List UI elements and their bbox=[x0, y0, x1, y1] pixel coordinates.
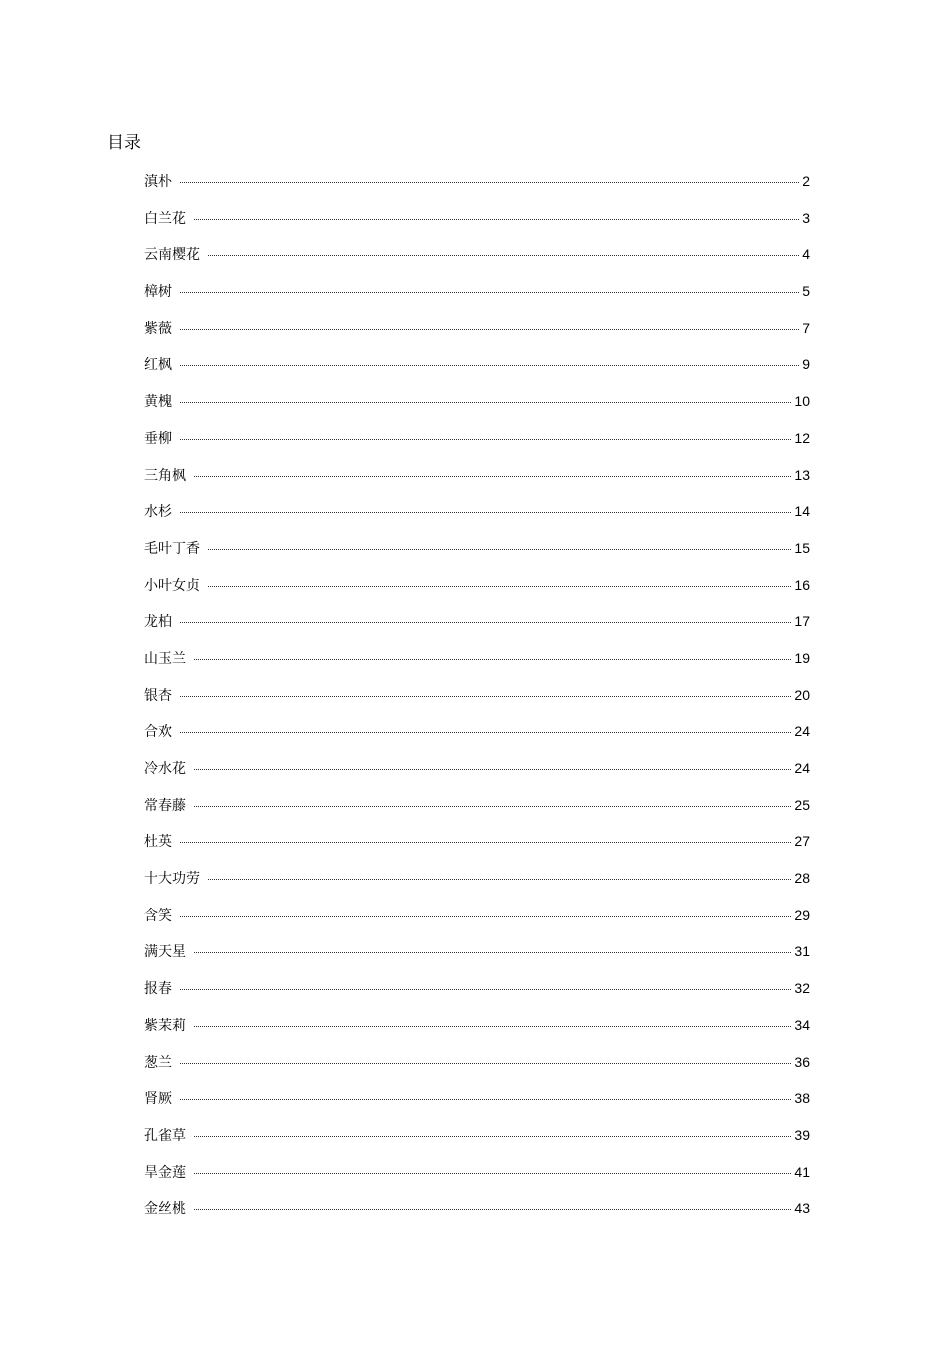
toc-entry[interactable] bbox=[144, 537, 810, 574]
toc-dot-leader bbox=[208, 254, 799, 256]
toc-entry-label: 三角枫 bbox=[144, 467, 186, 484]
toc-dot-leader bbox=[180, 621, 791, 623]
toc-entry-page-number: 24 bbox=[794, 723, 810, 740]
toc-entry-page-number: 32 bbox=[794, 980, 810, 997]
toc-entry[interactable] bbox=[144, 757, 810, 794]
toc-entry-label: 葱兰 bbox=[144, 1054, 172, 1071]
toc-dot-leader bbox=[180, 988, 791, 990]
toc-entry-label: 樟树 bbox=[144, 284, 172, 301]
toc-entry[interactable] bbox=[144, 280, 810, 317]
toc-entry-label: 合欢 bbox=[144, 724, 172, 741]
toc-entry-label: 杜英 bbox=[144, 834, 172, 851]
toc-entry-page-number: 5 bbox=[802, 283, 810, 300]
toc-entry-page-number: 27 bbox=[794, 833, 810, 850]
toc-entry-label: 白兰花 bbox=[144, 210, 186, 227]
toc-dot-leader bbox=[180, 181, 799, 183]
toc-entry-page-number: 41 bbox=[794, 1163, 810, 1180]
toc-entry-page-number: 43 bbox=[794, 1200, 810, 1217]
toc-dot-leader bbox=[180, 1062, 791, 1064]
toc-entry-page-number: 15 bbox=[794, 539, 810, 556]
toc-entry[interactable] bbox=[144, 317, 810, 354]
toc-dot-leader bbox=[208, 548, 791, 550]
toc-entry-page-number: 17 bbox=[794, 613, 810, 630]
toc-entry[interactable] bbox=[144, 647, 810, 684]
toc-entry[interactable] bbox=[144, 720, 810, 757]
toc-entry-label: 报春 bbox=[144, 981, 172, 998]
toc-entry-label: 滇朴 bbox=[144, 174, 172, 190]
toc-entry-label: 毛叶丁香 bbox=[144, 540, 200, 557]
toc-entry-page-number: 16 bbox=[794, 576, 810, 593]
toc-dot-leader bbox=[194, 1208, 791, 1210]
toc-entry-page-number: 24 bbox=[794, 760, 810, 776]
toc-dot-leader bbox=[180, 695, 791, 697]
toc-dot-leader bbox=[208, 585, 791, 587]
toc-entry[interactable] bbox=[144, 243, 810, 280]
toc-list bbox=[144, 170, 810, 1234]
toc-entry[interactable] bbox=[144, 610, 810, 647]
toc-entry[interactable] bbox=[144, 170, 810, 207]
toc-entry-page-number: 14 bbox=[794, 503, 810, 520]
toc-entry-label: 肾厥 bbox=[144, 1091, 172, 1108]
toc-entry-label: 黄槐 bbox=[144, 394, 172, 411]
toc-entry[interactable] bbox=[144, 977, 810, 1014]
toc-entry-page-number: 39 bbox=[794, 1126, 810, 1143]
toc-dot-leader bbox=[194, 1135, 791, 1137]
toc-entry[interactable] bbox=[144, 1197, 810, 1234]
toc-entry[interactable] bbox=[144, 390, 810, 427]
toc-entry-label: 紫薇 bbox=[144, 320, 172, 337]
toc-dot-leader bbox=[194, 475, 791, 477]
toc-dot-leader bbox=[180, 364, 799, 366]
toc-entry-label: 含笑 bbox=[144, 907, 172, 924]
toc-entry[interactable] bbox=[144, 830, 810, 867]
toc-entry-label: 十大功劳 bbox=[144, 871, 200, 888]
toc-entry[interactable] bbox=[144, 794, 810, 831]
toc-dot-leader bbox=[194, 768, 791, 770]
toc-dot-leader bbox=[180, 438, 791, 440]
toc-entry-page-number: 19 bbox=[794, 649, 810, 666]
toc-dot-leader bbox=[180, 511, 791, 513]
toc-entry[interactable] bbox=[144, 684, 810, 721]
toc-entry-page-number: 29 bbox=[794, 906, 810, 923]
toc-dot-leader bbox=[180, 915, 791, 917]
toc-entry[interactable] bbox=[144, 1161, 810, 1198]
toc-entry[interactable] bbox=[144, 904, 810, 941]
toc-entry[interactable] bbox=[144, 1087, 810, 1124]
toc-entry-label: 紫茉莉 bbox=[144, 1017, 186, 1034]
toc-entry-label: 金丝桃 bbox=[144, 1201, 186, 1218]
toc-entry-label: 常春藤 bbox=[144, 797, 186, 814]
toc-dot-leader bbox=[180, 841, 791, 843]
toc-dot-leader bbox=[194, 658, 791, 660]
toc-entry-page-number: 13 bbox=[794, 466, 810, 483]
toc-entry-label: 水杉 bbox=[144, 504, 172, 521]
toc-entry-page-number: 9 bbox=[802, 356, 810, 373]
toc-entry[interactable] bbox=[144, 940, 810, 977]
toc-entry-page-number: 20 bbox=[794, 686, 810, 703]
toc-dot-leader bbox=[180, 401, 791, 403]
toc-entry[interactable] bbox=[144, 500, 810, 537]
toc-entry[interactable] bbox=[144, 353, 810, 390]
toc-dot-leader bbox=[194, 1172, 791, 1174]
toc-dot-leader bbox=[194, 1025, 791, 1027]
toc-entry-page-number: 7 bbox=[802, 319, 810, 336]
toc-entry-page-number: 10 bbox=[794, 393, 810, 410]
toc-entry[interactable] bbox=[144, 1124, 810, 1161]
toc-entry[interactable] bbox=[144, 867, 810, 904]
toc-entry-page-number: 4 bbox=[802, 246, 810, 263]
toc-dot-leader bbox=[208, 878, 791, 880]
toc-dot-leader bbox=[194, 218, 799, 220]
toc-entry-label: 满天星 bbox=[144, 944, 186, 961]
toc-entry-label: 山玉兰 bbox=[144, 650, 186, 667]
toc-entry-label: 云南樱花 bbox=[144, 247, 200, 264]
toc-dot-leader bbox=[194, 805, 791, 807]
toc-entry-label: 旱金莲 bbox=[144, 1164, 186, 1181]
toc-dot-leader bbox=[180, 731, 791, 733]
toc-entry[interactable] bbox=[144, 1051, 810, 1088]
toc-dot-leader bbox=[180, 291, 799, 293]
toc-entry-label: 龙柏 bbox=[144, 614, 172, 631]
toc-entry-label: 冷水花 bbox=[144, 761, 186, 777]
toc-entry-page-number: 12 bbox=[794, 429, 810, 446]
toc-title: 目录 bbox=[107, 133, 141, 153]
toc-entry-label: 银杏 bbox=[144, 687, 172, 704]
toc-dot-leader bbox=[194, 951, 791, 953]
toc-entry-page-number: 31 bbox=[794, 943, 810, 960]
toc-entry[interactable] bbox=[144, 207, 810, 244]
toc-entry-page-number: 2 bbox=[802, 173, 810, 189]
toc-entry[interactable] bbox=[144, 464, 810, 501]
toc-entry-page-number: 28 bbox=[794, 870, 810, 887]
toc-dot-leader bbox=[180, 1098, 791, 1100]
toc-entry-page-number: 36 bbox=[794, 1053, 810, 1070]
toc-entry-page-number: 38 bbox=[794, 1090, 810, 1107]
toc-entry[interactable] bbox=[144, 427, 810, 464]
toc-entry-label: 孔雀草 bbox=[144, 1127, 186, 1144]
toc-entry-page-number: 25 bbox=[794, 796, 810, 813]
toc-entry-page-number: 34 bbox=[794, 1016, 810, 1033]
toc-entry-label: 垂柳 bbox=[144, 430, 172, 447]
toc-dot-leader bbox=[180, 328, 799, 330]
toc-entry[interactable] bbox=[144, 574, 810, 611]
toc-entry[interactable] bbox=[144, 1014, 810, 1051]
toc-entry-page-number: 3 bbox=[802, 209, 810, 226]
toc-entry-label: 小叶女贞 bbox=[144, 577, 200, 594]
toc-entry-label: 红枫 bbox=[144, 357, 172, 374]
